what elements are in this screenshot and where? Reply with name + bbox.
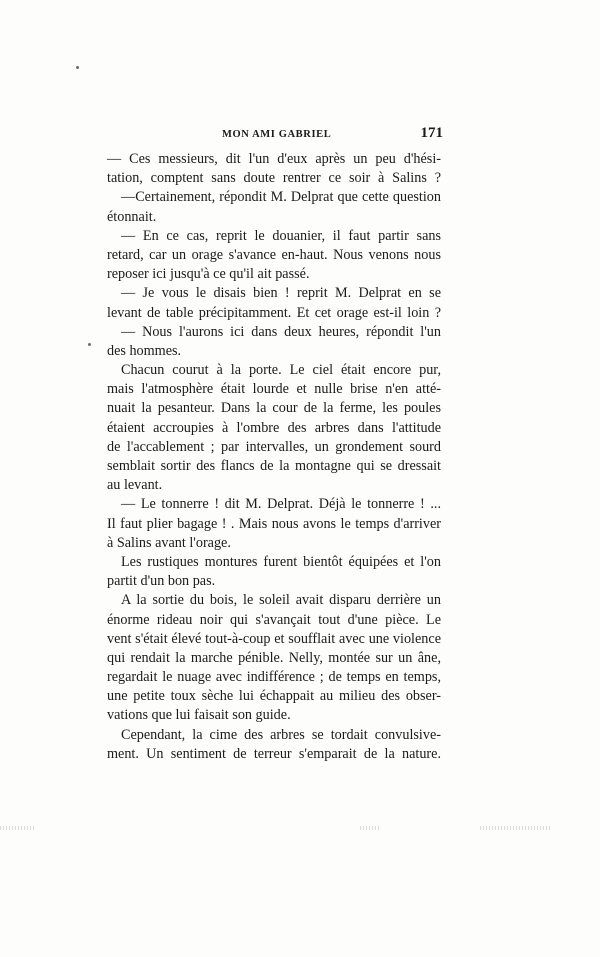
text-line: — Ces messieurs, dit l'un d'eux après un peu d'hési- <box>107 151 441 167</box>
text-line: partit d'un bon pas. <box>107 573 216 590</box>
text-line: qui rendait la marche pénible. Nelly, montée sur un âne, <box>107 649 441 666</box>
text-line: une petite toux sèche lui échappait au milieu des obser- <box>107 688 441 705</box>
text-line: A la sortie du bois, le soleil avait disparu derrière un <box>121 592 441 609</box>
text-line: retard, car un orage s'avance en-haut. Nous venons nous <box>107 246 441 263</box>
ink-speck <box>88 343 91 346</box>
text-line: étonnait. <box>107 208 157 225</box>
scan-smudge <box>360 826 380 830</box>
text-line: ment. Un sentiment de terreur s'emparait de la nature. <box>107 745 441 762</box>
text-line: énorme rideau noir qui s'avançait tout d'une pièce. Le <box>107 611 441 628</box>
text-line: mais l'atmosphère était lourde et nulle brise n'en atté- <box>107 381 441 398</box>
text-line: des hommes. <box>107 342 182 359</box>
text-line: au levant. <box>107 477 163 494</box>
text-line: vations que lui faisait son guide. <box>107 707 291 724</box>
text-line: étaient accroupies à l'ombre des arbres dans l'attitude <box>107 419 441 436</box>
text-line: nuait la pesanteur. Dans la cour de la ferme, les poules <box>107 400 441 417</box>
text-line: — Je vous le disais bien ! reprit M. Delprat en se <box>121 285 441 302</box>
text-line: reposer ici jusqu'à ce qu'il ait passé. <box>107 266 310 283</box>
text-line: Cependant, la cime des arbres se tordait convulsive- <box>121 726 441 743</box>
text-line: — En ce cas, reprit le douanier, il faut partir sans <box>121 227 441 244</box>
scan-smudge <box>0 826 34 830</box>
text-line: de l'accablement ; par intervalles, un grondement sourd <box>107 438 441 455</box>
text-line: semblait sortir des flancs de la montagne qui se dressait <box>107 458 441 474</box>
text-line: vent s'était élevé tout-à-coup et soufflait avec une violence <box>107 630 441 647</box>
page-number: 171 <box>420 125 443 141</box>
running-head: MON AMI GABRIEL <box>222 129 332 140</box>
text-line: tation, comptent sans doute rentrer ce soir à Salins ? <box>107 170 441 187</box>
body-text <box>107 150 441 764</box>
page-header <box>108 125 443 147</box>
text-line: —Certainement, répondit M. Delprat que cette question <box>121 189 441 206</box>
text-line: à Salins avant l'orage. <box>107 534 231 551</box>
text-line: — Le tonnerre ! dit M. Delprat. Déjà le tonnerre ! ... <box>121 496 441 513</box>
text-line: regardait le nuage avec indifférence ; de temps en temps, <box>107 669 441 686</box>
text-line: — Nous l'aurons ici dans deux heures, répondit l'un <box>121 323 441 340</box>
text-line: Les rustiques montures furent bientôt équipées et l'on <box>121 553 441 570</box>
text-line: levant de table précipitamment. Et cet orage est-il loin ? <box>107 304 441 321</box>
text-line: Il faut plier bagage ! . Mais nous avons le temps d'arriver <box>107 515 441 532</box>
text-line: Chacun courut à la porte. Le ciel était encore pur, <box>121 362 441 379</box>
scan-smudge <box>480 826 552 830</box>
ink-speck <box>76 66 79 69</box>
